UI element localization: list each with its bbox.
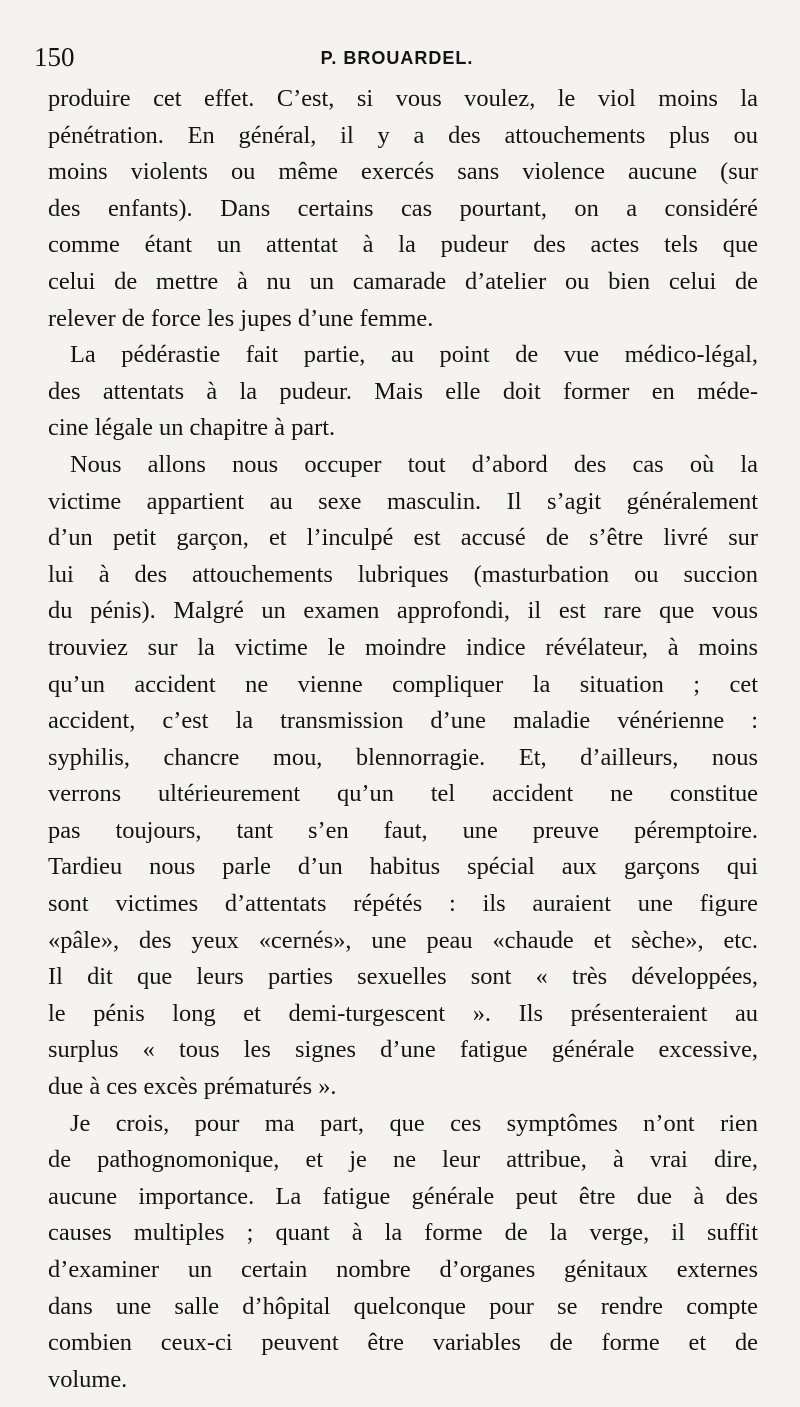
text-line: des attentats à la pudeur. Mais elle doit former en méde- (48, 377, 758, 405)
text-line: accident, c’est la transmission d’une maladie vénérienne : (48, 707, 758, 735)
text-line: le pénis long et demi-turgescent ». Ils présenteraient au (48, 999, 758, 1027)
text-line: d’un petit garçon, et l’inculpé est accusé de s’être livré sur (48, 524, 758, 552)
text-line: du pénis). Malgré un examen approfondi, il est rare que vous (48, 597, 758, 625)
text-line: cine légale un chapitre à part. (48, 414, 336, 442)
text-line: verrons ultérieurement qu’un tel accident ne constitue (48, 780, 758, 808)
text-line: des enfants). Dans certains cas pourtant, on a considéré (48, 194, 758, 222)
text-line: pas toujours, tant s’en faut, une preuve péremptoire. (48, 816, 758, 844)
text-line: due à ces excès prématurés ». (48, 1073, 337, 1101)
text-line: Je crois, pour ma part, que ces symptômes n’ont rien (70, 1109, 758, 1137)
text-line: La pédérastie fait partie, au point de vue médico-légal, (70, 341, 758, 369)
text-line: causes multiples ; quant à la forme de la verge, il suffit (48, 1219, 758, 1247)
running-head: P. BROUARDEL. (320, 48, 474, 68)
text-line: aucune importance. La fatigue générale peut être due à des (48, 1182, 758, 1210)
text-line: Tardieu nous parle d’un habitus spécial aux garçons qui (48, 853, 758, 881)
text-line: comme étant un attentat à la pudeur des actes tels que (48, 231, 758, 259)
body-text (48, 81, 758, 1398)
text-line: «pâle», des yeux «cernés», une peau «chaude et sèche», etc. (48, 926, 758, 954)
text-line: volume. (48, 1365, 128, 1393)
text-line: moins violents ou même exercés sans violence aucune (sur (48, 158, 758, 186)
text-line: Nous allons nous occuper tout d’abord des cas où la (70, 450, 758, 478)
page-header (34, 40, 760, 80)
text-line: celui de mettre à nu un camarade d’atelier ou bien celui de (48, 267, 758, 295)
text-line: victime appartient au sexe masculin. Il s’agit généralement (48, 487, 758, 515)
page-number: 150 (34, 42, 75, 72)
text-line: trouviez sur la victime le moindre indice révélateur, à moins (48, 633, 758, 661)
text-line: lui à des attouchements lubriques (masturbation ou succion (48, 560, 758, 588)
text-line: sont victimes d’attentats répétés : ils auraient une figure (48, 890, 758, 918)
text-line: d’examiner un certain nombre d’organes génitaux externes (48, 1256, 758, 1283)
text-line: relever de force les jupes d’une femme. (48, 304, 434, 332)
text-line: pénétration. En général, il y a des attouchements plus ou (48, 121, 758, 149)
text-line: de pathognomonique, et je ne leur attribue, à vrai dire, (48, 1146, 758, 1174)
text-line: dans une salle d’hôpital quelconque pour se rendre compte (48, 1292, 758, 1320)
text-line: Il dit que leurs parties sexuelles sont « très développées, (48, 963, 758, 991)
text-line: produire cet effet. C’est, si vous voulez, le viol moins la (48, 85, 758, 112)
text-line: combien ceux-ci peuvent être variables de forme et de (48, 1329, 758, 1357)
text-line: qu’un accident ne vienne compliquer la situation ; cet (48, 670, 758, 698)
text-line: surplus « tous les signes d’une fatigue générale excessive, (48, 1036, 758, 1064)
text-line: syphilis, chancre mou, blennorragie. Et, d’ailleurs, nous (48, 743, 758, 771)
